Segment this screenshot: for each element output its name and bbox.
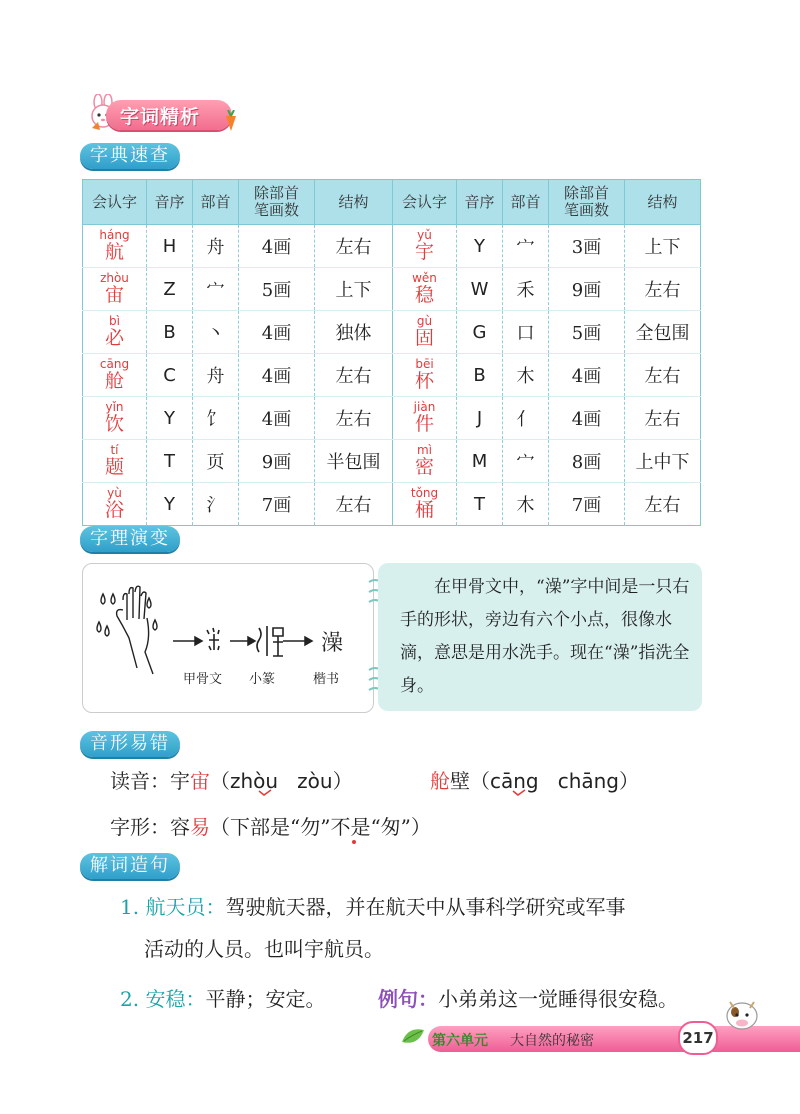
- stroke-count: 4画: [261, 366, 292, 387]
- char-cell: [83, 311, 147, 354]
- stroke-count: 9画: [261, 452, 292, 473]
- structure: 左右: [644, 366, 681, 387]
- stroke-cell: [239, 354, 315, 397]
- radical-cell: [503, 483, 549, 526]
- structure: 左右: [335, 409, 372, 430]
- radical-cell: [193, 483, 239, 526]
- section-tag-words: 解词造句: [80, 853, 180, 879]
- index-letter: Y: [474, 235, 485, 257]
- table-row: [83, 354, 701, 397]
- char-cell: [393, 397, 457, 440]
- structure-cell: [625, 225, 701, 268]
- radical: 氵: [206, 495, 225, 516]
- table-header-cell: 音序: [457, 180, 503, 225]
- character: 件: [414, 413, 434, 435]
- stage-label-oracle: 甲骨文: [183, 672, 223, 687]
- word-def-2: 平静；安定。: [205, 987, 326, 1011]
- index-cell: [147, 225, 193, 268]
- character: 饮: [104, 413, 124, 435]
- index-letter: T: [164, 450, 175, 472]
- leaf-icon: [400, 1026, 426, 1046]
- word-entry-2: [120, 983, 325, 1012]
- word-entry-1: [120, 891, 625, 920]
- stroke-count: 4画: [261, 323, 292, 344]
- stroke-cell: [549, 311, 625, 354]
- structure: 上中下: [635, 452, 690, 473]
- radical-cell: [193, 225, 239, 268]
- index-cell: [147, 354, 193, 397]
- table-header-cell: 除部首 笔画数: [239, 180, 315, 225]
- stroke-cell: [549, 483, 625, 526]
- index-letter: C: [163, 364, 176, 386]
- table-header-cell: 部首: [193, 180, 239, 225]
- radical-cell: [193, 268, 239, 311]
- carrot-icon: [222, 110, 240, 132]
- radical: 饣: [206, 409, 225, 430]
- index-cell: [457, 440, 503, 483]
- evolution-text: 在甲骨文中，“澡”字中间是一只右手的形状，旁边有六个小点，很像水滴，意思是用水洗手。现在“澡”指洗全身。: [400, 577, 690, 696]
- word-entry-1-cont: 活动的人员。也叫宇航员。: [144, 937, 384, 961]
- radical: 木: [516, 495, 535, 516]
- character: 必: [104, 327, 124, 349]
- section-tag-errors: 音形易错: [80, 731, 180, 757]
- structure-cell: [315, 483, 393, 526]
- character: 桶: [414, 499, 434, 521]
- reading-word2-b: 壁: [450, 769, 470, 793]
- structure-cell: [625, 397, 701, 440]
- example-text: 小弟弟这一觉睡得很安稳。: [438, 987, 678, 1011]
- footer-unit: 第六单元: [432, 1033, 488, 1049]
- stroke-count: 7画: [571, 495, 602, 516]
- character: 宇: [414, 241, 434, 263]
- stroke-cell: [239, 440, 315, 483]
- structure: 左右: [644, 280, 681, 301]
- stroke-count: 9画: [571, 280, 602, 301]
- cow-mascot-icon: [720, 994, 764, 1034]
- stroke-cell: [239, 268, 315, 311]
- index-letter: W: [470, 278, 489, 300]
- char-cell: [83, 225, 147, 268]
- table-row: [83, 311, 701, 354]
- reading-word2-a: 舱: [430, 769, 450, 793]
- stroke-count: 8画: [571, 452, 602, 473]
- form-word-a: 容: [170, 815, 190, 839]
- pinyin: mì: [416, 443, 433, 457]
- kaishu-glyph: 澡: [321, 631, 344, 656]
- structure: 左右: [335, 495, 372, 516]
- table-row: [83, 397, 701, 440]
- table-header-cell: 结构: [625, 180, 701, 225]
- pinyin: bì: [109, 314, 120, 328]
- stroke-count: 4画: [571, 366, 602, 387]
- example-sentence: [378, 983, 678, 1012]
- character: 固: [414, 327, 434, 349]
- radical: 宀: [516, 237, 535, 258]
- stroke-count: 5画: [571, 323, 602, 344]
- radical-cell: [503, 354, 549, 397]
- reading-word1-options: （zhòu zòu）: [210, 769, 353, 793]
- index-cell: [457, 268, 503, 311]
- radical-cell: [193, 354, 239, 397]
- radical-cell: [503, 225, 549, 268]
- structure-cell: [315, 354, 393, 397]
- evolution-explanation: [378, 563, 702, 711]
- word-term-1: 1. 航天员：: [120, 895, 226, 919]
- stroke-count: 4画: [261, 409, 292, 430]
- index-letter: M: [471, 450, 488, 472]
- radical: 丶: [206, 323, 225, 344]
- form-line: [110, 811, 431, 840]
- char-cell: [83, 483, 147, 526]
- structure-cell: [625, 440, 701, 483]
- character: 密: [414, 456, 434, 478]
- table-header-cell: 结构: [315, 180, 393, 225]
- stroke-cell: [549, 225, 625, 268]
- pinyin: háng: [99, 228, 130, 242]
- char-cell: [393, 483, 457, 526]
- radical: 宀: [206, 280, 225, 301]
- character: 浴: [104, 499, 124, 521]
- structure-cell: [625, 268, 701, 311]
- table-row: [83, 225, 701, 268]
- radical: 页: [206, 452, 225, 473]
- index-letter: Y: [164, 493, 175, 515]
- stroke-cell: [239, 397, 315, 440]
- table-header-cell: 音序: [147, 180, 193, 225]
- pinyin: yù: [107, 486, 122, 500]
- stroke-cell: [239, 311, 315, 354]
- structure-cell: [625, 311, 701, 354]
- form-label: 字形：: [110, 815, 170, 839]
- char-cell: [83, 354, 147, 397]
- pinyin: yǔ: [417, 228, 432, 242]
- index-cell: [147, 311, 193, 354]
- char-cell: [83, 397, 147, 440]
- radical: 禾: [516, 280, 535, 301]
- character: 稳: [414, 284, 434, 306]
- index-letter: B: [163, 321, 176, 343]
- table-row: [83, 483, 701, 526]
- radical-cell: [193, 440, 239, 483]
- pinyin: tí: [110, 443, 119, 457]
- reading-line-2: [430, 765, 639, 794]
- index-letter: H: [162, 235, 177, 257]
- index-letter: J: [476, 407, 483, 429]
- table-row: [83, 268, 701, 311]
- structure-cell: [625, 354, 701, 397]
- stroke-count: 4画: [571, 409, 602, 430]
- footer-unit-title: 大自然的秘密: [510, 1033, 594, 1049]
- pinyin: jiàn: [413, 400, 436, 414]
- radical-cell: [503, 268, 549, 311]
- main-title: 字词精析: [120, 106, 201, 128]
- word-def-1: 驾驶航天器，并在航天中从事科学研究或军事: [225, 895, 626, 919]
- reading-word2-options: （cāng chāng）: [470, 769, 639, 793]
- radical: 舟: [206, 237, 225, 258]
- evolution-illustration: [82, 563, 374, 713]
- char-cell: [83, 440, 147, 483]
- section-tag-dict: 字典速查: [80, 143, 180, 169]
- section-tag-evolution: 字理演变: [80, 526, 180, 552]
- index-cell: [147, 440, 193, 483]
- oracle-glyph: [207, 628, 219, 650]
- structure: 上下: [335, 280, 372, 301]
- index-cell: [457, 354, 503, 397]
- stage-label-seal: 小篆: [249, 672, 276, 687]
- index-letter: G: [472, 321, 487, 343]
- pinyin: tǒng: [410, 486, 439, 500]
- char-cell: [393, 440, 457, 483]
- reading-word1-b: 宙: [190, 769, 210, 793]
- radical: 宀: [516, 452, 535, 473]
- form-word-b: 易: [190, 815, 210, 839]
- structure-cell: [315, 397, 393, 440]
- radical-cell: [503, 311, 549, 354]
- stroke-cell: [239, 225, 315, 268]
- index-letter: Z: [163, 278, 176, 300]
- pinyin: zhòu: [100, 271, 129, 285]
- char-cell: [393, 225, 457, 268]
- reading-word1-a: 宇: [170, 769, 190, 793]
- hand-water-illustration: [83, 564, 373, 712]
- structure-cell: [315, 268, 393, 311]
- index-letter: B: [473, 364, 486, 386]
- table-row: [83, 440, 701, 483]
- table-header-row: [83, 180, 701, 225]
- pinyin: gù: [416, 314, 433, 328]
- structure: 左右: [644, 495, 681, 516]
- structure-cell: [625, 483, 701, 526]
- structure-cell: [315, 225, 393, 268]
- table-header-cell: 部首: [503, 180, 549, 225]
- char-cell: [393, 311, 457, 354]
- page-number: 217: [678, 1021, 718, 1055]
- radical: 木: [516, 366, 535, 387]
- table-header-cell: 会认字: [393, 180, 457, 225]
- pinyin: bēi: [415, 357, 434, 371]
- radical: 亻: [516, 409, 535, 430]
- radical-cell: [503, 440, 549, 483]
- char-cell: [393, 354, 457, 397]
- emphasis-dot: [352, 840, 356, 844]
- radical: 舟: [206, 366, 225, 387]
- table-header-cell: 会认字: [83, 180, 147, 225]
- character: 题: [104, 456, 124, 478]
- dictionary-table: [82, 179, 701, 526]
- radical-cell: [193, 311, 239, 354]
- structure: 左右: [335, 237, 372, 258]
- reading-line: [110, 765, 353, 794]
- index-cell: [147, 268, 193, 311]
- index-cell: [457, 483, 503, 526]
- character: 杯: [414, 370, 434, 392]
- stroke-count: 4画: [261, 237, 292, 258]
- stroke-cell: [549, 397, 625, 440]
- stroke-count: 3画: [571, 237, 602, 258]
- example-label: 例句：: [378, 987, 438, 1011]
- pinyin: yǐn: [105, 400, 124, 414]
- character: 舱: [104, 370, 124, 392]
- structure: 独体: [335, 323, 372, 344]
- stroke-cell: [549, 268, 625, 311]
- stroke-cell: [549, 440, 625, 483]
- char-cell: [393, 268, 457, 311]
- form-note: （下部是“勿”不是“匆”）: [210, 815, 431, 839]
- char-cell: [83, 268, 147, 311]
- pinyin: wěn: [412, 271, 437, 285]
- structure: 全包围: [635, 323, 690, 344]
- index-cell: [457, 397, 503, 440]
- seal-glyph: [257, 626, 283, 656]
- radical-cell: [193, 397, 239, 440]
- stroke-count: 5画: [261, 280, 292, 301]
- radical-cell: [503, 397, 549, 440]
- index-cell: [457, 225, 503, 268]
- radical: 口: [516, 323, 535, 344]
- index-letter: T: [474, 493, 485, 515]
- stroke-cell: [239, 483, 315, 526]
- structure: 左右: [335, 366, 372, 387]
- table-header-cell: 除部首 笔画数: [549, 180, 625, 225]
- structure-cell: [315, 440, 393, 483]
- stroke-count: 7画: [261, 495, 292, 516]
- index-cell: [147, 397, 193, 440]
- tick-mark-1: [258, 789, 272, 797]
- word-term-2: 2. 安稳：: [120, 987, 206, 1011]
- main-header: [84, 94, 234, 132]
- character: 宙: [104, 284, 124, 306]
- reading-label: 读音：: [110, 769, 170, 793]
- structure: 半包围: [326, 452, 381, 473]
- structure: 上下: [644, 237, 681, 258]
- structure-cell: [315, 311, 393, 354]
- stroke-cell: [549, 354, 625, 397]
- index-cell: [457, 311, 503, 354]
- tick-mark-2: [512, 789, 526, 797]
- index-letter: Y: [164, 407, 175, 429]
- pinyin: cāng: [99, 357, 130, 371]
- index-cell: [147, 483, 193, 526]
- structure: 左右: [644, 409, 681, 430]
- character: 航: [104, 241, 124, 263]
- stage-label-regular: 楷书: [313, 672, 340, 687]
